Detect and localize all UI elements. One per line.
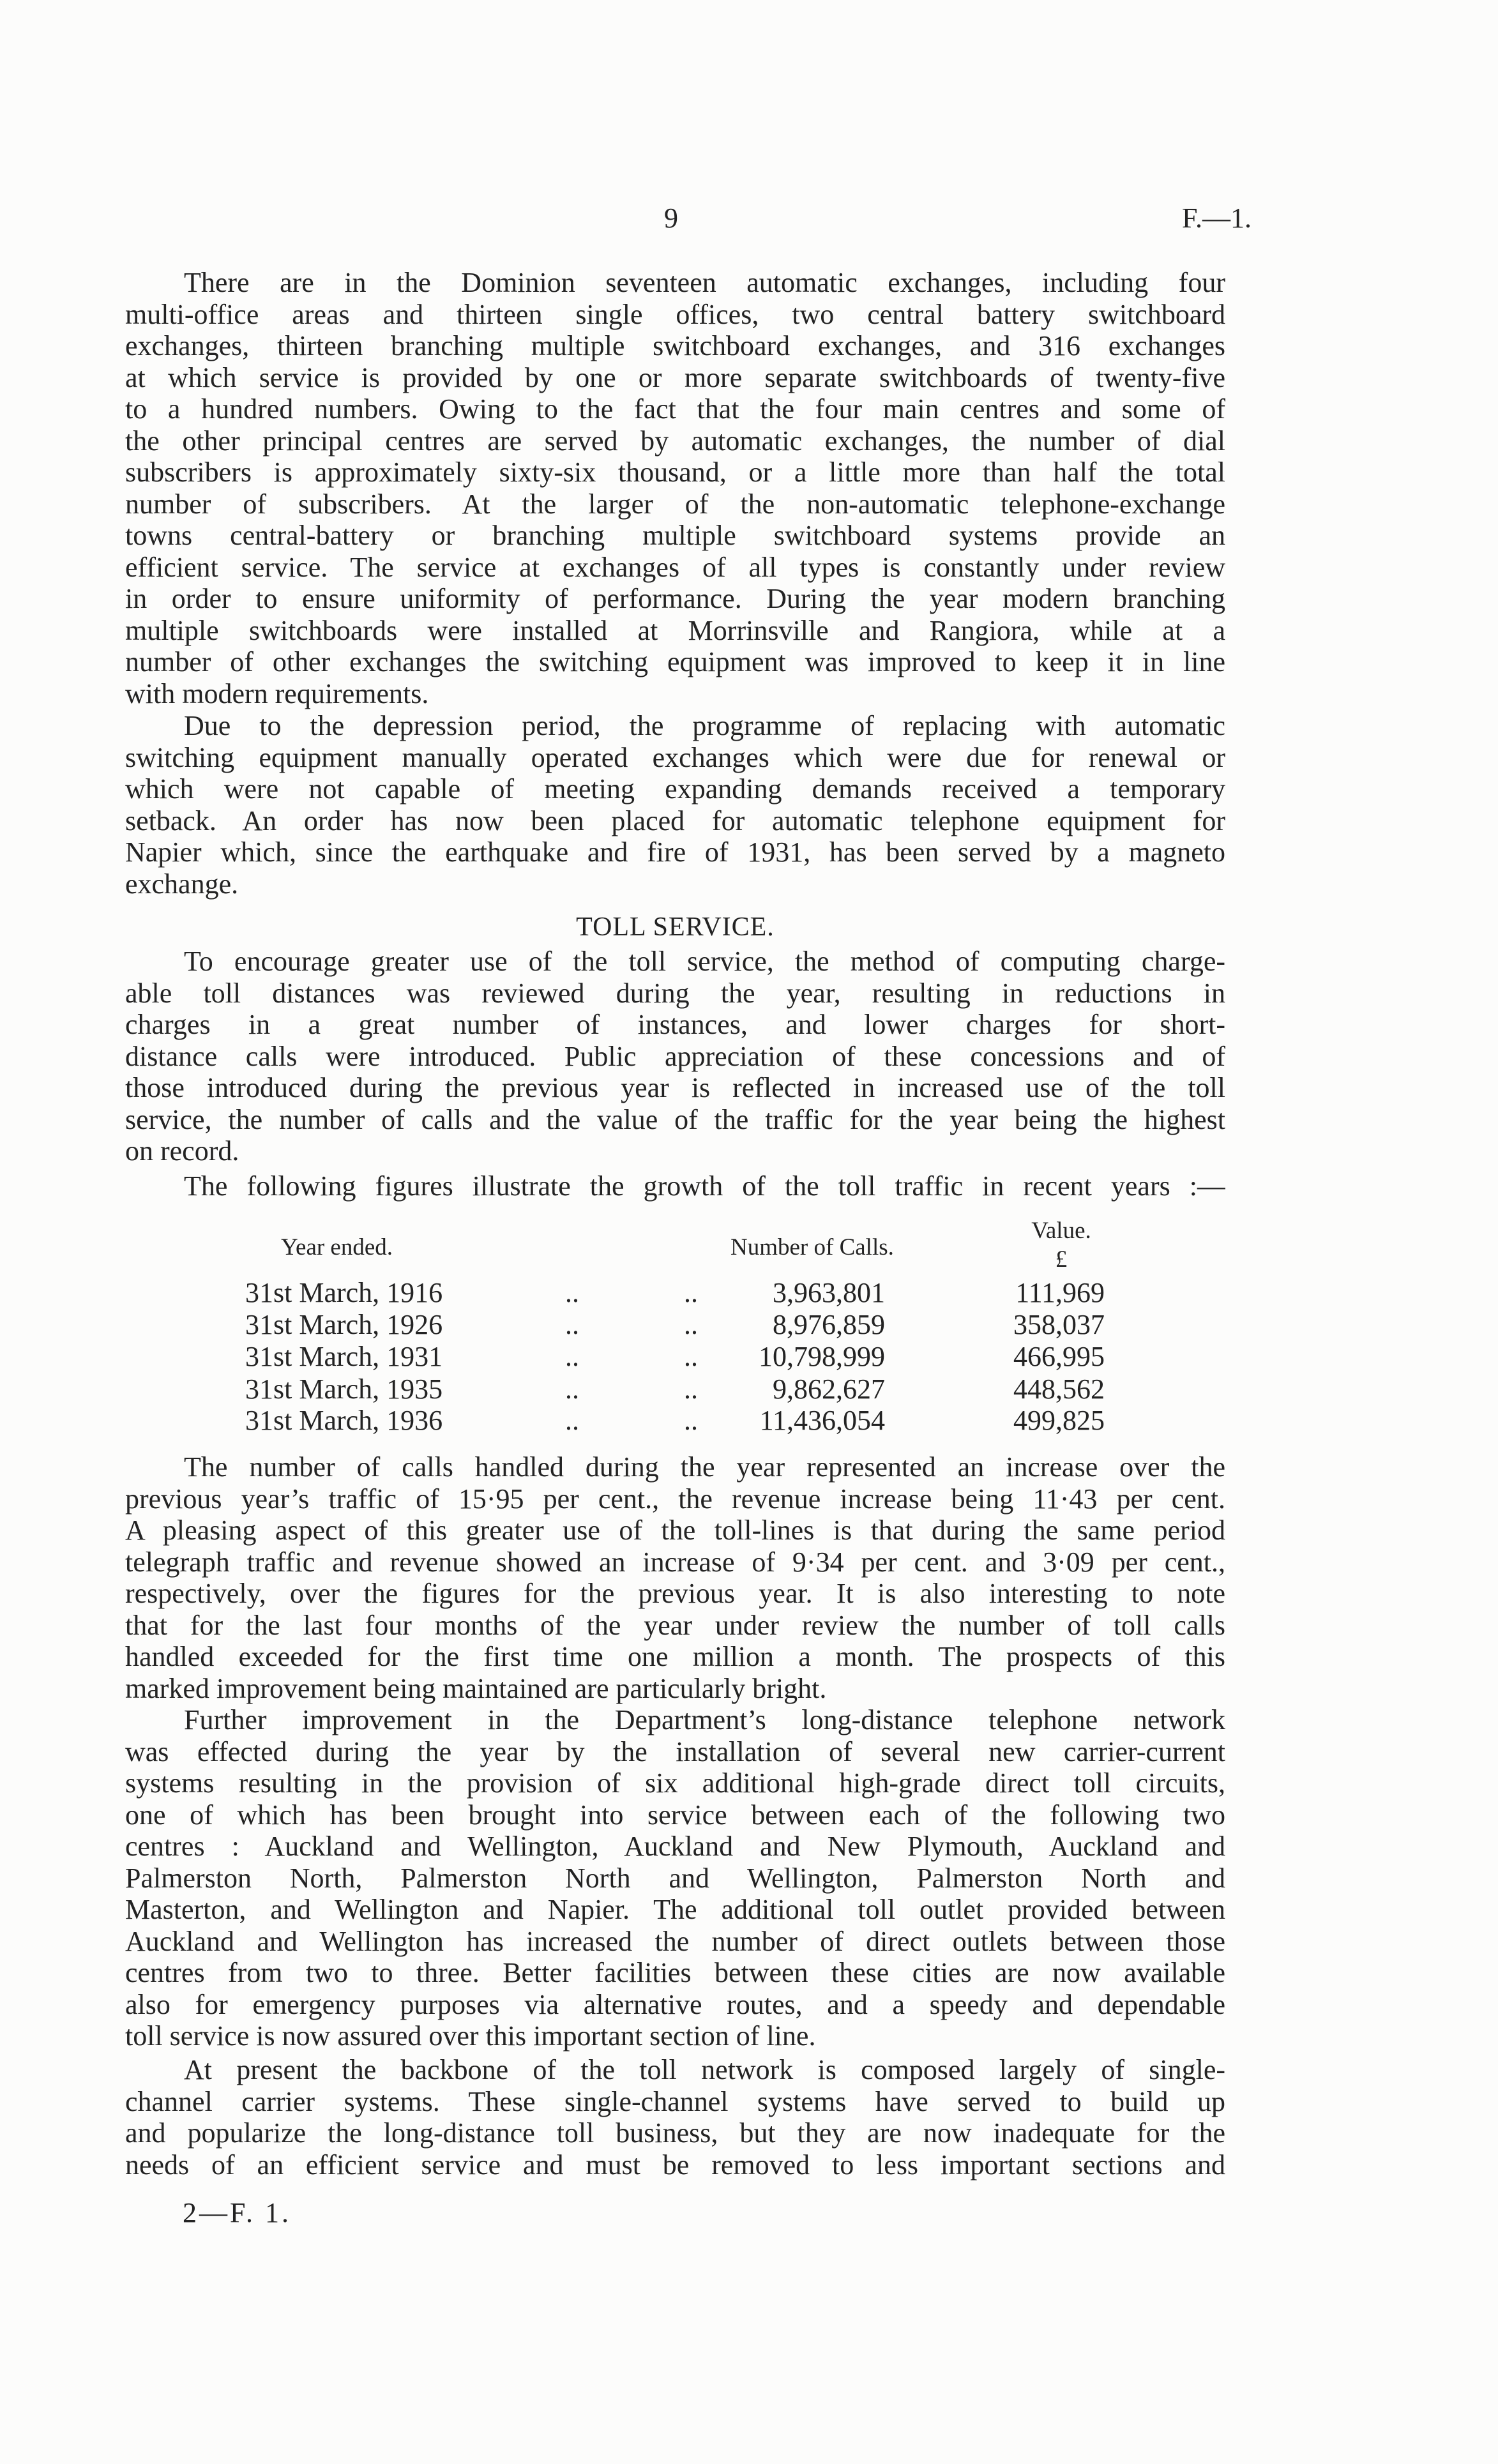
text-line: switching equipment manually operated exchanges which were due for renewal or <box>125 741 1225 773</box>
text-line: number of subscribers. At the larger of the non-automatic telephone-exchange <box>125 488 1225 520</box>
leader-dots: .. <box>565 1373 579 1405</box>
cell-value: 111,969 <box>1015 1277 1105 1308</box>
cell-year: 31st March, 1916 <box>245 1277 443 1308</box>
cell-year: 31st March, 1935 <box>245 1373 443 1405</box>
text-line: number of other exchanges the switching equipment was improved to keep it in line <box>125 646 1225 677</box>
paragraph <box>125 946 1225 1167</box>
text-line: at which service is provided by one or more separate switchboards of twenty-five <box>125 361 1225 393</box>
cell-value: 466,995 <box>1013 1341 1105 1372</box>
table-row <box>0 1309 1498 1341</box>
leader-dots: .. <box>684 1405 698 1436</box>
text-line: charges in a great number of instances, and lower charges for short- <box>125 1009 1225 1040</box>
leader-dots: .. <box>684 1373 698 1405</box>
text-line: efficient service. The service at exchanges of all types is constantly under review <box>125 551 1225 583</box>
text-line: handled exceeded for the first time one million a month. The prospects of this <box>125 1641 1225 1672</box>
text-line: distance calls were introduced. Public appreciation of these concessions and of <box>125 1040 1225 1072</box>
text-line: subscribers is approximately sixty-six thousand, or a little more than half the total <box>125 457 1225 488</box>
text-line: exchanges, thirteen branching multiple switchboard exchanges, and 316 exchanges <box>125 330 1225 361</box>
text-line: Auckland and Wellington has increased the number of direct outlets between those <box>125 1925 1225 1957</box>
text-line: those introduced during the previous year is reflected in increased use of the toll <box>125 1072 1225 1103</box>
column-header-value-unit: £ <box>1055 1246 1068 1273</box>
text-line: A pleasing aspect of this greater use of the toll-lines is that during the same period <box>125 1515 1225 1546</box>
text-line: needs of an efficient service and must be removed to less important sections and <box>125 2149 1225 2181</box>
cell-value: 358,037 <box>1013 1309 1105 1340</box>
text-line: Further improvement in the Department’s long-distance telephone network <box>184 1704 1225 1735</box>
cell-calls: 8,976,859 <box>773 1309 885 1340</box>
text-line: multi-office areas and thirteen single offices, two central battery switchboard <box>125 298 1225 330</box>
column-header-value: Value. <box>1031 1218 1091 1244</box>
cell-calls: 10,798,999 <box>759 1341 885 1372</box>
text-line: Masterton, and Wellington and Napier. The additional toll outlet provided between <box>125 1894 1225 1925</box>
text-line: able toll distances was reviewed during the year, resulting in reductions in <box>125 977 1225 1009</box>
text-line: The following figures illustrate the growth of the toll traffic in recent years :— <box>184 1170 1225 1202</box>
leader-dots: .. <box>565 1277 579 1308</box>
text-line: exchange. <box>125 868 239 900</box>
text-line: toll service is now assured over this important section of line. <box>125 2020 816 2052</box>
text-line: Due to the depression period, the programme of replacing with automatic <box>184 710 1225 741</box>
table-row <box>0 1405 1498 1437</box>
leader-dots: .. <box>684 1277 698 1308</box>
paragraph <box>125 2054 1225 2181</box>
text-line: to a hundred numbers. Owing to the fact that the four main centres and some of <box>125 393 1225 425</box>
text-line: There are in the Dominion seventeen automatic exchanges, including four <box>184 267 1225 298</box>
text-line: At present the backbone of the toll network is composed largely of single- <box>184 2054 1225 2085</box>
text-line: also for emergency purposes via alternative routes, and a speedy and dependable <box>125 1988 1225 2020</box>
text-line: that for the last four months of the year under review the number of toll calls <box>125 1609 1225 1641</box>
text-line: service, the number of calls and the value of the traffic for the year being the highest <box>125 1103 1225 1135</box>
text-line: was effected during the year by the installation of several new carrier-current <box>125 1735 1225 1767</box>
cell-calls: 3,963,801 <box>773 1277 885 1308</box>
text-line: and popularize the long-distance toll business, but they are now inadequate for the <box>125 2117 1225 2149</box>
table-row <box>0 1277 1498 1309</box>
cell-calls: 9,862,627 <box>773 1373 885 1405</box>
leader-dots: .. <box>684 1341 698 1372</box>
cell-year: 31st March, 1931 <box>245 1341 443 1372</box>
text-line: Palmerston North, Palmerston North and Wellington, Palmerston North and <box>125 1862 1225 1894</box>
text-line: in order to ensure uniformity of performance. During the year modern branching <box>125 583 1225 614</box>
paragraph <box>125 267 1225 709</box>
table-row <box>0 1341 1498 1373</box>
text-line: the other principal centres are served by automatic exchanges, the number of dial <box>125 425 1225 457</box>
cell-value: 448,562 <box>1013 1373 1105 1405</box>
text-line: To encourage greater use of the toll service, the method of computing charge- <box>184 946 1225 977</box>
column-header-calls: Number of Calls. <box>730 1234 894 1260</box>
document-reference: F.—1. <box>1182 202 1252 234</box>
text-line: which were not capable of meeting expanding demands received a temporary <box>125 773 1225 805</box>
text-line: previous year’s traffic of 15·95 per cent., the revenue increase being 11·43 per cent. <box>125 1483 1225 1515</box>
table-row <box>0 1373 1498 1405</box>
text-line: on record. <box>125 1135 239 1167</box>
text-line: The number of calls handled during the year represented an increase over the <box>184 1451 1225 1483</box>
page-number: 9 <box>664 202 678 234</box>
text-line: marked improvement being maintained are particularly bright. <box>125 1672 827 1704</box>
cell-value: 499,825 <box>1013 1405 1105 1436</box>
signature-mark: 2—F. 1. <box>183 2197 291 2228</box>
cell-year: 31st March, 1936 <box>245 1405 443 1436</box>
text-line: Napier which, since the earthquake and fire of 1931, has been served by a magneto <box>125 836 1225 868</box>
text-line: setback. An order has now been placed for automatic telephone equipment for <box>125 805 1225 836</box>
text-line: one of which has been brought into service between each of the following two <box>125 1799 1225 1831</box>
cell-calls: 11,436,054 <box>759 1405 885 1436</box>
text-line: centres : Auckland and Wellington, Auckland and New Plymouth, Auckland and <box>125 1831 1225 1862</box>
paragraph <box>125 710 1225 900</box>
leader-dots: .. <box>684 1309 698 1340</box>
text-line: systems resulting in the provision of six additional high-grade direct toll circuits, <box>125 1767 1225 1799</box>
cell-year: 31st March, 1926 <box>245 1309 443 1340</box>
column-header-year: Year ended. <box>281 1234 393 1260</box>
leader-dots: .. <box>565 1341 579 1372</box>
paragraph <box>125 1451 1225 1704</box>
text-line: respectively, over the figures for the previous year. It is also interesting to note <box>125 1578 1225 1609</box>
leader-dots: .. <box>565 1309 579 1340</box>
section-heading: TOLL SERVICE. <box>576 912 775 942</box>
text-line: telegraph traffic and revenue showed an increase of 9·34 per cent. and 3·09 per cent., <box>125 1546 1225 1578</box>
text-line: channel carrier systems. These single-channel systems have served to build up <box>125 2085 1225 2117</box>
text-line: with modern requirements. <box>125 677 429 709</box>
text-line: centres from two to three. Better facilities between these cities are now available <box>125 1957 1225 1988</box>
paragraph <box>125 1170 1225 1202</box>
text-line: towns central-battery or branching multiple switchboard systems provide an <box>125 520 1225 551</box>
text-line: multiple switchboards were installed at Morrinsville and Rangiora, while at a <box>125 614 1225 646</box>
paragraph <box>125 1704 1225 2052</box>
leader-dots: .. <box>565 1405 579 1436</box>
